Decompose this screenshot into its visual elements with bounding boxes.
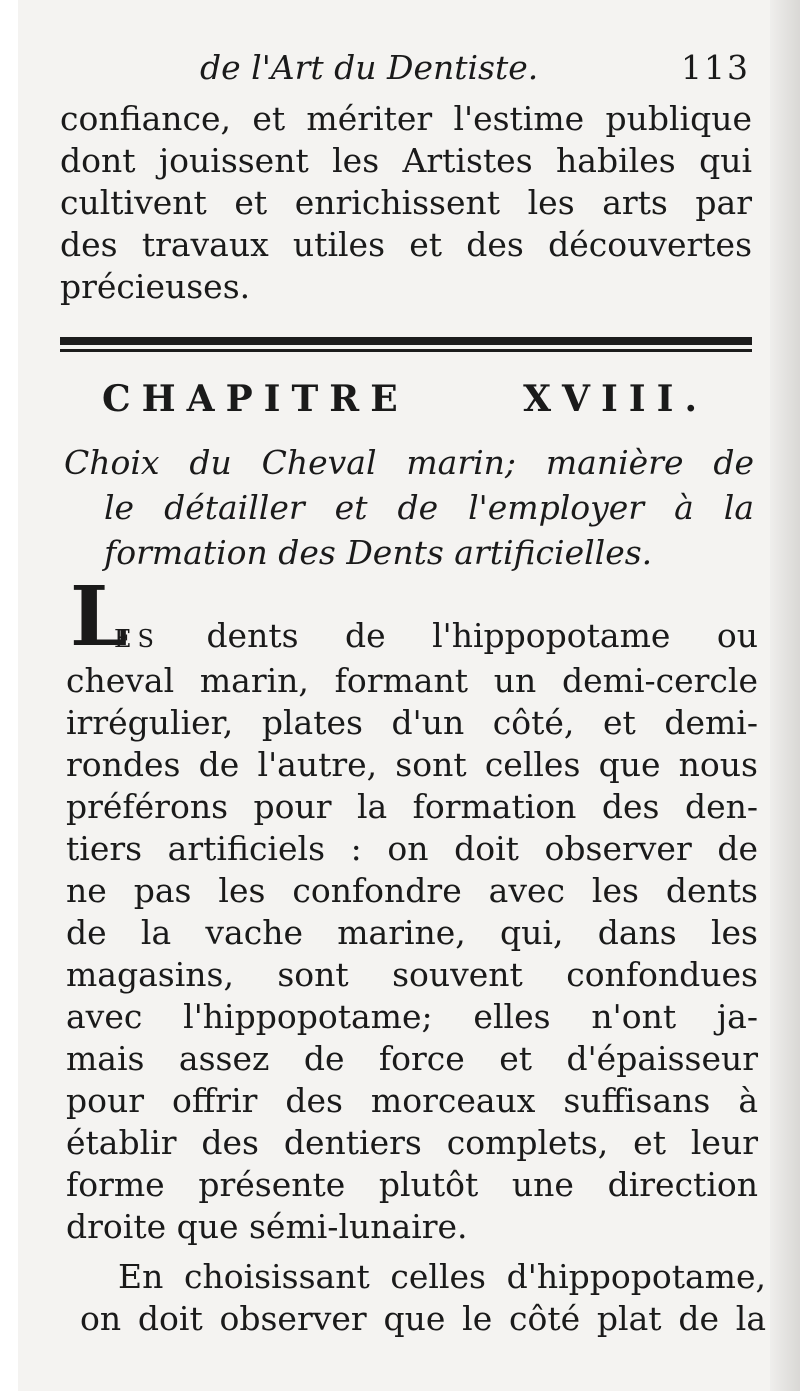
text-line: magasins, sont souvent confondues: [66, 955, 758, 994]
text-line: précieuses.: [60, 267, 251, 306]
text-line: irrégulier, plates d'un côté, et demi-: [66, 703, 758, 742]
text-line: forme présente plutôt une direction: [66, 1165, 758, 1204]
page-number: 113: [681, 48, 750, 87]
running-header: [60, 48, 750, 98]
text-line: tiers artificiels : on doit observer de: [66, 829, 758, 868]
page-right-edge: [770, 0, 800, 1391]
chapter-subtitle: [64, 440, 754, 575]
text-line: de la vache marine, qui, dans les: [66, 913, 758, 952]
text-line: cultivent et enrichissent les arts par: [60, 183, 752, 222]
second-paragraph: [80, 1256, 766, 1340]
text-line: avec l'hippopotame; elles n'ont ja-: [66, 997, 758, 1036]
text-line: ne pas les confondre avec les dents: [66, 871, 758, 910]
text-line: mais assez de force et d'épaisseur: [66, 1039, 758, 1078]
page-left-margin: [0, 0, 18, 1391]
text-line: droite que sémi-lunaire.: [66, 1207, 468, 1246]
first-line-text: dents de l'hippopotame ou: [206, 616, 758, 655]
text-line: confiance, et mériter l'estime publique: [60, 99, 752, 138]
first-line: [66, 615, 758, 660]
body-paragraph: [66, 615, 758, 1248]
text-line: dont jouissent les Artistes habiles qui: [60, 141, 752, 180]
text-line: cheval marin, formant un demi-cercle: [66, 661, 758, 700]
subtitle-line: formation des Dents artificielles.: [104, 533, 653, 572]
chapter-heading: CHAPITRE XVIII.: [102, 378, 708, 420]
first-line-caps: ES: [114, 625, 160, 653]
section-rule-thin: [60, 349, 752, 352]
drop-cap: L: [70, 569, 128, 665]
text-line: rondes de l'autre, sont celles que nous: [66, 745, 758, 784]
text-line: En choisissant celles d'hippopotame,: [118, 1257, 766, 1296]
top-paragraph: [60, 98, 752, 308]
subtitle-line: le détailler et de l'employer à la: [104, 488, 754, 527]
text-line: des travaux utiles et des découvertes: [60, 225, 752, 264]
text-line: on doit observer que le côté plat de la: [80, 1299, 766, 1338]
running-title: de l'Art du Dentiste.: [200, 48, 539, 87]
subtitle-line: Choix du Cheval marin; manière de: [64, 443, 754, 482]
text-line: établir des dentiers complets, et leur: [66, 1123, 758, 1162]
text-line: pour offrir des morceaux suffisans à: [66, 1081, 758, 1120]
text-line: préférons pour la formation des den-: [66, 787, 758, 826]
section-rule-thick: [60, 337, 752, 345]
